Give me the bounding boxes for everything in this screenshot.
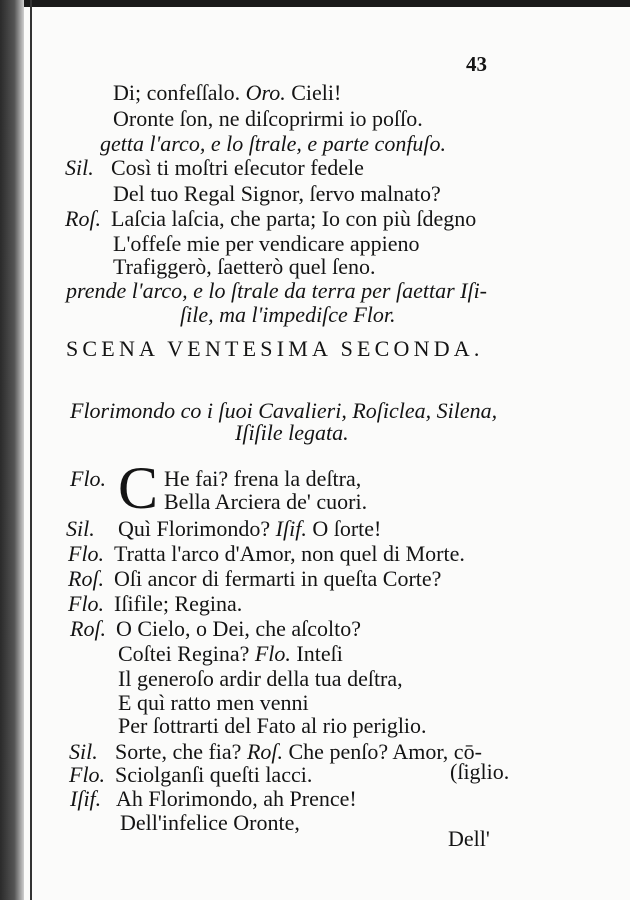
verse-line: Bella Arciera de' cuori. xyxy=(164,489,368,514)
verse-text: Oſi ancor di fermarti in queſta Corte? xyxy=(114,566,442,591)
verse-text: O ſorte! xyxy=(306,516,382,541)
verse-line xyxy=(68,591,243,617)
speaker-label: Roſ. xyxy=(246,739,283,764)
speaker-label: Roſ. xyxy=(70,616,107,641)
cast-list: Iſiſile legata. xyxy=(235,420,349,445)
page-margin-line xyxy=(30,0,32,900)
verse-text: Sorte, che fia? xyxy=(115,739,247,764)
verse-text: Quì Florimondo? xyxy=(118,516,276,541)
verse-text: Iſifile; Regina. xyxy=(114,591,243,616)
verse-line: Per ſottrarti del Fato al rio periglio. xyxy=(118,713,427,738)
verse-text: He fai? frena la deſtra, xyxy=(164,466,362,491)
verse-text: Inteſi xyxy=(290,641,343,666)
drop-cap: C xyxy=(118,455,159,521)
stage-direction: getta l'arco, e lo ſtrale, e parte confuſo. xyxy=(100,131,447,156)
page-top-edge xyxy=(0,0,630,7)
cast-list: Florimondo co i ſuoi Cavalieri, Roſiclea, Silena, xyxy=(70,398,498,423)
verse-line: Del tuo Regal Signor, ſervo malnato? xyxy=(113,181,441,206)
verse-text: Coſtei Regina? xyxy=(118,641,255,666)
verse-line xyxy=(66,516,382,542)
verse-text: Laſcia laſcia, che parta; Io con più ſdegno xyxy=(111,206,477,231)
verse-text: Cieli! xyxy=(285,80,342,105)
scene-title: SCENA VENTESIMA SECONDA. xyxy=(66,336,484,361)
speaker-label: Oro. xyxy=(245,80,286,105)
verse-line: Oronte ſon, ne diſcoprirmi io poſſo. xyxy=(113,106,423,131)
verse-line xyxy=(65,155,364,181)
verse-text: Che penſo? Amor, cō- xyxy=(283,739,482,764)
speaker-label: Flo. xyxy=(68,541,105,566)
book-binding-edge xyxy=(0,0,24,900)
verse-text: O Cielo, o Dei, che aſcolto? xyxy=(116,616,361,641)
verse-line xyxy=(118,641,343,667)
speaker-label: Sil. xyxy=(66,516,95,541)
speaker-label: Sil. xyxy=(65,155,94,180)
verse-line: Dell'infelice Oronte, xyxy=(120,810,300,835)
verse-line xyxy=(70,786,357,812)
verse-line xyxy=(68,541,465,567)
verse-line xyxy=(113,80,341,106)
speaker-label: Flo. xyxy=(254,641,291,666)
verse-line: E quì ratto men venni xyxy=(118,690,309,715)
verse-line: Trafiggerò, ſaetterò quel ſeno. xyxy=(113,254,376,279)
verse-text: Tratta l'arco d'Amor, non quel di Morte. xyxy=(114,541,465,566)
speaker-label: Iſif. xyxy=(70,786,102,811)
speaker-label: Roſ. xyxy=(68,566,105,591)
page-number: 43 xyxy=(466,52,487,76)
speaker-label: Iſif. xyxy=(275,516,307,541)
verse-line: L'offeſe mie per vendicare appieno xyxy=(113,231,420,256)
verse-text: Sciolganſi queſti lacci. xyxy=(115,762,313,787)
stage-direction: ſile, ma l'impediſce Flor. xyxy=(180,302,396,327)
verse-line xyxy=(65,206,477,232)
verse-line xyxy=(68,566,442,592)
verse-line xyxy=(70,616,361,642)
stage-direction: prende l'arco, e lo ſtrale da terra per ſaettar Iſi- xyxy=(66,278,488,303)
speaker-label: Flo. xyxy=(68,591,105,616)
speaker-label: Sil. xyxy=(69,739,98,764)
verse-line xyxy=(69,762,313,788)
speaker-label: Flo. xyxy=(70,466,107,491)
runover-text: (ſiglio. xyxy=(450,759,510,784)
verse-text: Ah Florimondo, ah Prence! xyxy=(116,786,357,811)
speaker-label: Roſ. xyxy=(65,206,102,231)
verse-text: Così ti moſtri eſecutor fedele xyxy=(111,155,364,180)
catchword: Dell' xyxy=(448,826,490,851)
verse-line: Il generoſo ardir della tua deſtra, xyxy=(118,666,403,691)
verse-text: Di; confeſſalo. xyxy=(113,80,246,105)
speaker-label: Flo. xyxy=(69,762,106,787)
